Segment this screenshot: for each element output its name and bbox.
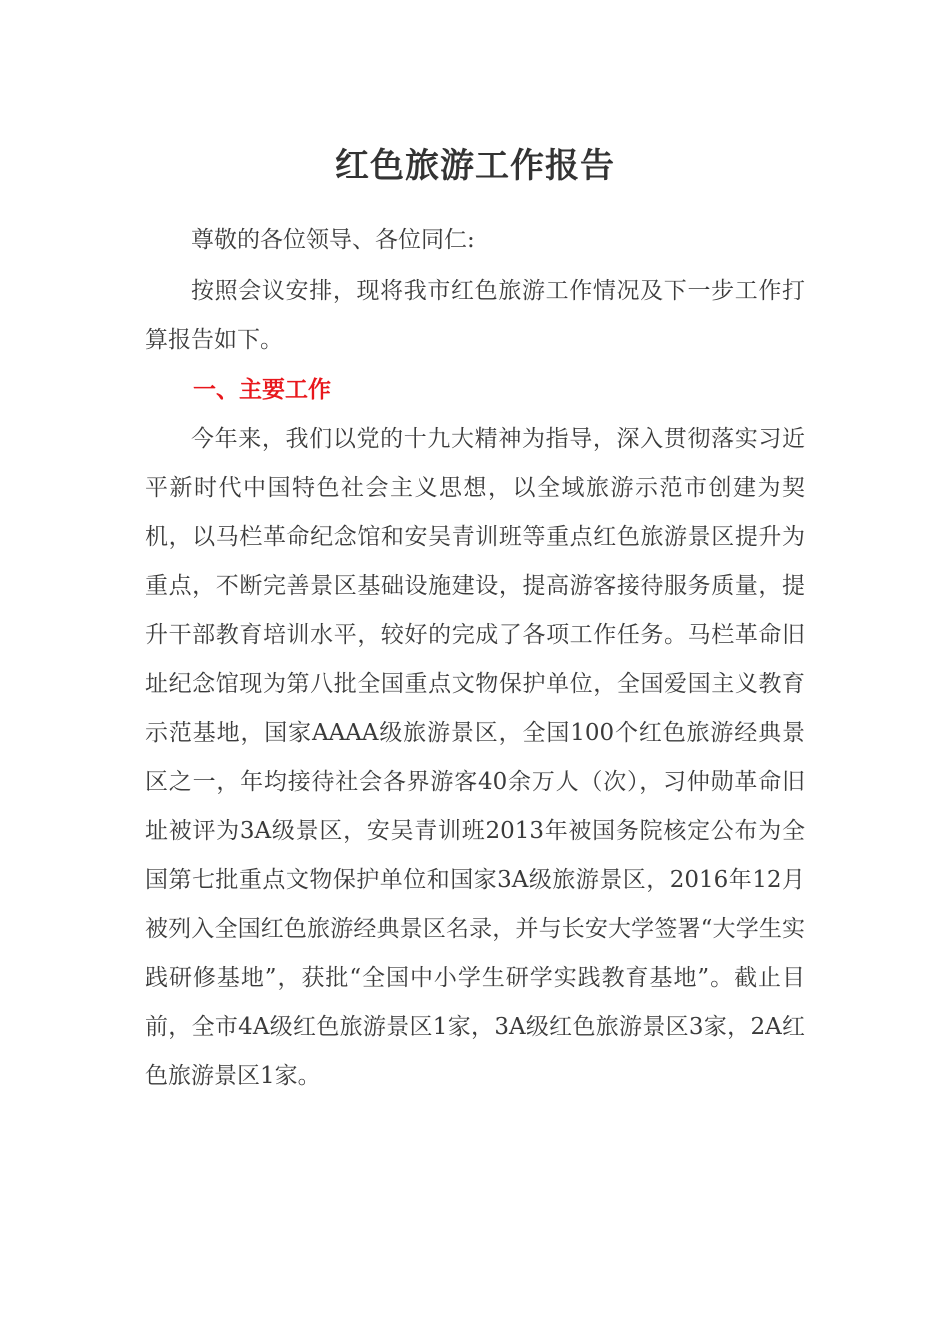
- section-body-paragraph: [145, 415, 805, 1101]
- document-title: 红色旅游工作报告: [335, 146, 615, 186]
- section-heading: 一、主要工作: [193, 377, 331, 403]
- intro-paragraph: [145, 267, 805, 365]
- intro-text: 按照会议安排，现将我市红色旅游工作情况及下一步工作打算报告如下。: [145, 278, 805, 353]
- section-body-text: 今年来，我们以党的十九大精神为指导，深入贯彻落实习近平新时代中国特色社会主义思想，以全域旅游示范市创建为契机，以马栏革命纪念馆和安吴青训班等重点红色旅游景区提升为重点，不断完善景区基础设施建设，提高游客接待服务质量，提升干部教育培训水平，较好的完成了各项工作任务。马栏革命旧址纪念馆现为第八批全国重点文物保护单位，全国爱国主义教育示范基地，国家AAAA级旅游景区，全国100个红色旅游经典景区之一，年均接待社会各界游客40余万人（次），习仲勋革命旧址被评为3A级景区，安吴青训班2013年被国务院核定公布为全国第七批重点文物保护单位和国家3A级旅游景区，2016年12月被列入全国红色旅游经典景区名录，并与长安大学签署“大学生实践研修基地”，获批“全国中小学生研学实践教育基地”。截止目前，全市4A级红色旅游景区1家，3A级红色旅游景区3家，2A红色旅游景区1家。: [145, 426, 805, 1089]
- greeting-paragraph: [145, 216, 805, 265]
- greeting-text: 尊敬的各位领导、各位同仁:: [191, 227, 475, 253]
